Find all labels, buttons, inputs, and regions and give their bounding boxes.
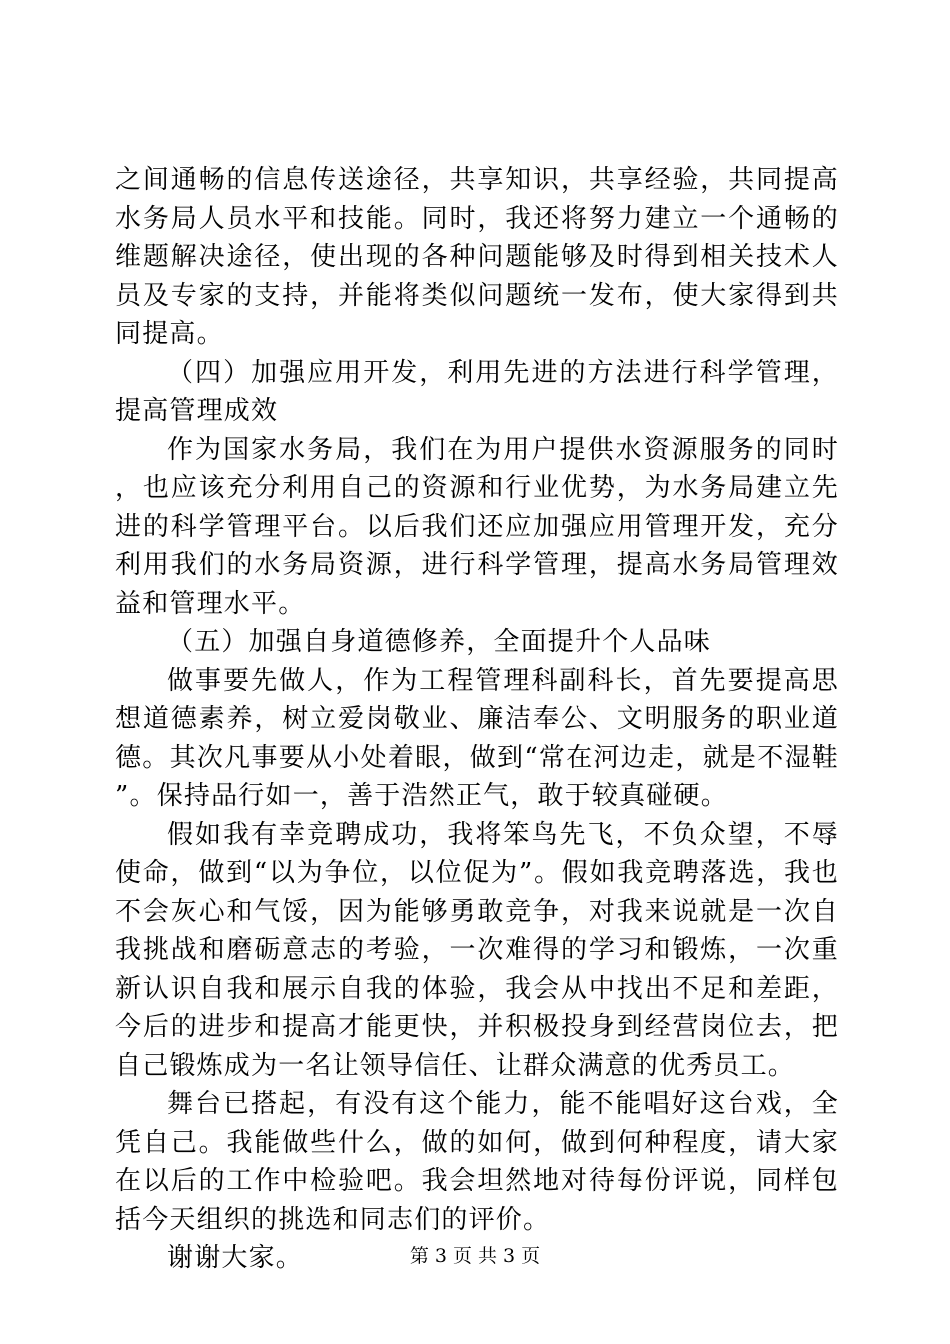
paragraph-moral-cultivation: 做事要先做人，作为工程管理科副科长，首先要提高思想道德素养，树立爱岗敬业、廉洁奉公、文明服务的职业道德。其次凡事要从小处着眼，做到“常在河边走，就是不湿鞋”。保持品行如一，善于浩然正气，敢于较真碰硬。 [115, 665, 839, 811]
section-heading-five: （五）加强自身道德修养，全面提升个人品味 [167, 627, 712, 657]
document-body [115, 161, 839, 1278]
paragraph-competition-outcome: 假如我有幸竞聘成功，我将笨鸟先飞，不负众望，不辱使命，做到“以为争位，以位促为”。假如我竞聘落选，我也不会灰心和气馁，因为能够勇敢竞争，对我来说就是一次自我挑战和磨砺意志的考验，一次难得的学习和锻炼，一次重新认识自我和展示自我的体验，我会从中找出不足和差距，今后的进步和提高才能更快，并积极投身到经营岗位去，把自己锻炼成为一名让领导信任、让群众满意的优秀员工。 [115, 819, 839, 1081]
paragraph-thanks: 谢谢大家。 [167, 1243, 304, 1273]
page-number-footer: 第 3 页 共 3 页 [409, 1245, 541, 1267]
section-heading-four: （四）加强应用开发，利用先进的方法进行科学管理，提高管理成效 [115, 357, 839, 426]
paragraph-application-development: 作为国家水务局，我们在为用户提供水资源服务的同时，也应该充分利用自己的资源和行业优势，为水务局建立先进的科学管理平台。以后我们还应加强应用管理开发，充分利用我们的水务局资源，进行科学管理，提高水务局管理效益和管理水平。 [115, 434, 839, 619]
paragraph-closing-remarks: 舞台已搭起，有没有这个能力，能不能唱好这台戏，全凭自己。我能做些什么，做的如何，做到何种程度，请大家在以后的工作中检验吧。我会坦然地对待每份评说，同样包括今天组织的挑选和同志们的评价。 [115, 1089, 839, 1235]
paragraph-continuation: 之间通畅的信息传送途径，共享知识，共享经验，共同提高水务局人员水平和技能。同时，我还将努力建立一个通畅的维题解决途径，使出现的各种问题能够及时得到相关技术人员及专家的支持，并能将类似问题统一发布，使大家得到共同提高。 [115, 165, 839, 349]
